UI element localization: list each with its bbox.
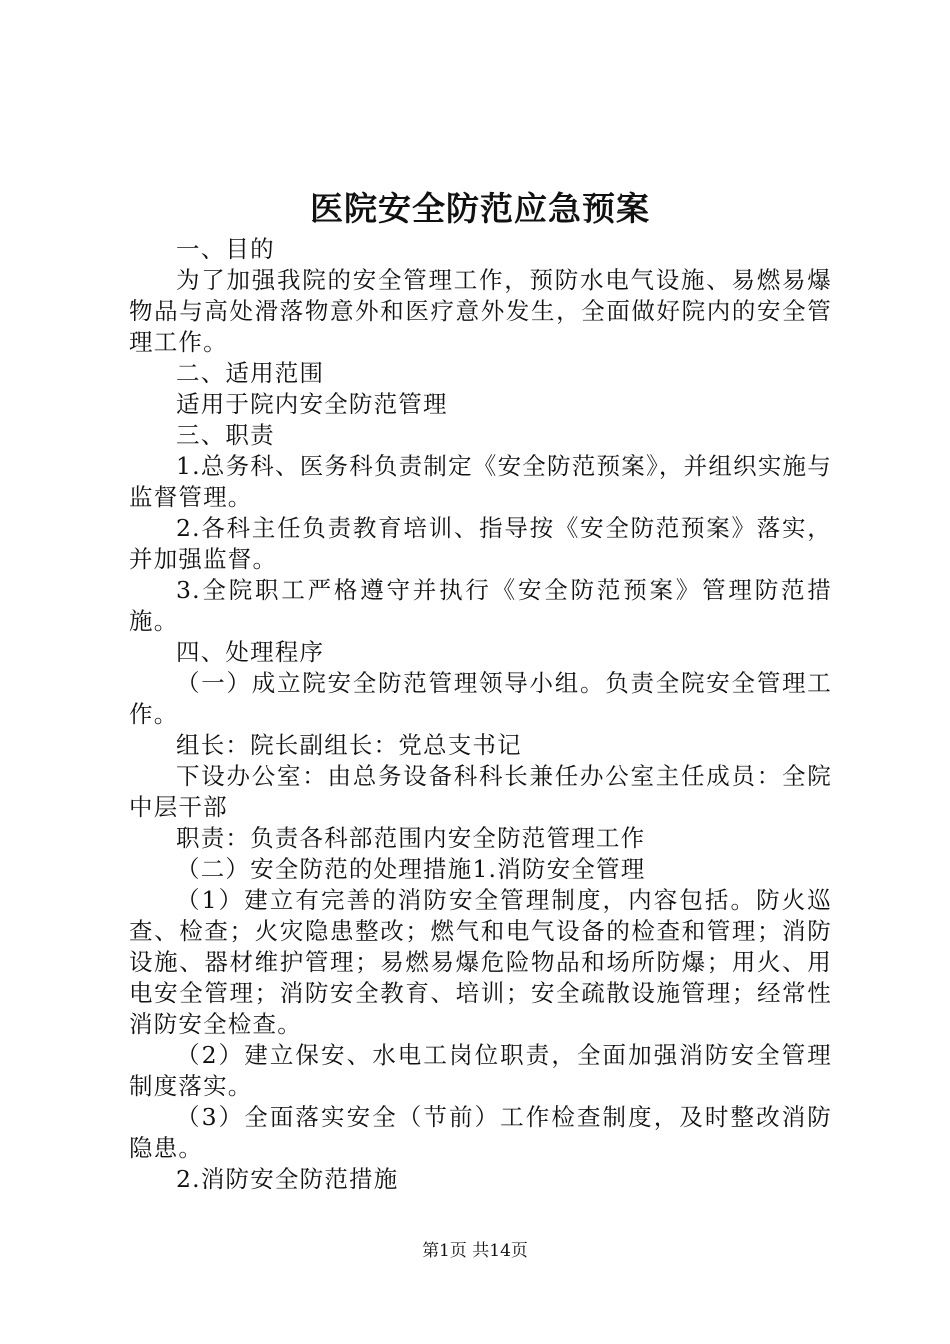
paragraph: 一、目的 xyxy=(176,235,275,263)
paragraph: （3）全面落实安全（节前）工作检查制度，及时整改消防隐患。 xyxy=(129,1103,832,1162)
paragraph: 三、职责 xyxy=(176,421,275,449)
paragraph: 2.消防安全防范措施 xyxy=(176,1165,399,1193)
paragraph: 二、适用范围 xyxy=(176,359,325,387)
paragraph: （1）建立有完善的消防安全管理制度，内容包括。防火巡查、检查；火灾隐患整改；燃气和电气设备的检查和管理；消防设施、器材维护管理；易燃易爆危险物品和场所防爆；用火、用电安全管理；消防安全教育、培训；安全疏散设施管理；经常性消防安全检查。 xyxy=(129,886,832,1038)
paragraph: 适用于院内安全防范管理 xyxy=(176,390,448,418)
paragraph: 职责：负责各科部范围内安全防范管理工作 xyxy=(176,824,646,852)
paragraph: 2.各科主任负责教育培训、指导按《安全防范预案》落实，并加强监督。 xyxy=(129,514,832,573)
document-body xyxy=(129,234,832,1195)
paragraph: 3.全院职工严格遵守并执行《安全防范预案》管理防范措施。 xyxy=(129,576,832,635)
paragraph: （2）建立保安、水电工岗位职责，全面加强消防安全管理制度落实。 xyxy=(129,1041,832,1100)
paragraph: 组长：院长副组长：党总支书记 xyxy=(176,731,522,759)
paragraph: 四、处理程序 xyxy=(176,638,325,666)
paragraph: （二）安全防范的处理措施1.消防安全管理 xyxy=(176,855,646,883)
paragraph: 为了加强我院的安全管理工作，预防水电气设施、易燃易爆物品与高处滑落物意外和医疗意外发生，全面做好院内的安全管理工作。 xyxy=(129,266,832,356)
paragraph: （一）成立院安全防范管理领导小组。负责全院安全管理工作。 xyxy=(129,669,832,728)
page-footer: 第1页 共14页 xyxy=(422,1241,528,1261)
paragraph: 下设办公室：由总务设备科科长兼任办公室主任成员：全院中层干部 xyxy=(129,762,832,821)
document-title: 医院安全防范应急预案 xyxy=(310,189,650,228)
paragraph: 1.总务科、医务科负责制定《安全防范预案》，并组织实施与监督管理。 xyxy=(129,452,832,511)
